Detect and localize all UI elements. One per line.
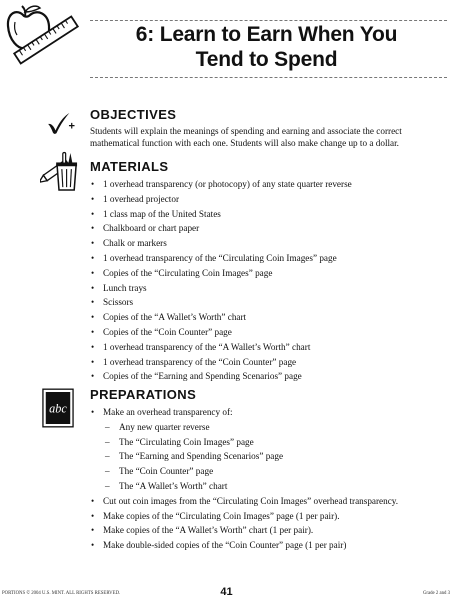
page-title (80, 22, 453, 72)
list-item: • Copies of the “A Wallet’s Worth” chart (91, 312, 247, 323)
title-bottom-rule (90, 77, 447, 78)
preparations-heading: PREPARATIONS (90, 387, 197, 402)
list-item: • Copies of the “Circulating Coin Images” page (91, 267, 273, 278)
list-item: • Copies of the “Earning and Spending Scenarios” page (91, 371, 302, 382)
materials-section (90, 159, 435, 384)
grade-label: Grade 2 and 3 (422, 591, 450, 596)
page-title-line-2: Tend to Spend (195, 48, 338, 71)
svg-text:abc: abc (49, 401, 67, 416)
checkmark-plus-icon (46, 112, 78, 136)
apple-ruler-icon (6, 2, 80, 68)
list-item: • 1 overhead transparency (or photocopy) of any state quarter reverse (91, 179, 352, 189)
list-item: • 1 overhead transparency of the “Circulating Coin Images” page (91, 252, 337, 263)
abc-chalkboard-icon (42, 388, 74, 428)
list-item: • Copies of the “Coin Counter” page (91, 326, 232, 337)
preparations-section (90, 387, 435, 553)
list-item: • 1 overhead transparency of the “Coin Counter” page (91, 356, 297, 367)
copyright-notice: PORTIONS © 2004 U.S. MINT. ALL RIGHTS RESERVED. (2, 591, 121, 596)
objectives-text: Students will explain the meanings of spending and earning and associate the correct mathematical function with each one. Students will also make change up to a dollar. (90, 126, 402, 148)
list-item: • 1 overhead transparency of the “A Wallet’s Worth” chart (91, 341, 311, 352)
page-footer (0, 588, 453, 600)
sub-list-item: – Any new quarter reverse (105, 421, 210, 432)
sub-list-item: – The “A Wallet’s Worth” chart (105, 480, 228, 491)
preparations-list (90, 405, 435, 420)
materials-heading: MATERIALS (90, 159, 169, 174)
sub-list-item: – The “Circulating Coin Images” page (105, 436, 254, 447)
title-top-rule (90, 20, 447, 21)
svg-text:+: + (68, 120, 75, 133)
list-item: • Scissors (91, 297, 134, 308)
materials-list (90, 177, 435, 384)
list-item: • Make an overhead transparency of: (91, 407, 233, 417)
sub-list-item: – The “Coin Counter” page (105, 466, 214, 477)
objectives-heading: OBJECTIVES (90, 107, 177, 122)
page-number: 41 (220, 586, 233, 598)
list-item: • Chalk or markers (91, 238, 167, 249)
transparency-sublist (90, 420, 435, 494)
list-item: • 1 class map of the United States (91, 208, 221, 219)
objectives-section (90, 107, 435, 149)
pencil-cup-icon (40, 150, 78, 192)
page-title-line-1: 6: Learn to Earn When You (135, 23, 398, 46)
list-item: • Lunch trays (91, 282, 147, 293)
list-item: • Make copies of the “A Wallet’s Worth” chart (1 per pair). (91, 525, 314, 536)
sub-list-item: – The “Earning and Spending Scenarios” page (105, 451, 284, 462)
preparations-list-continued (90, 494, 435, 553)
list-item: • 1 overhead projector (91, 193, 180, 204)
list-item: • Make double-sided copies of the “Coin Counter” page (1 per pair) (91, 540, 347, 551)
list-item: • Cut out coin images from the “Circulating Coin Images” overhead transparency. (91, 495, 399, 506)
list-item: • Chalkboard or chart paper (91, 223, 200, 234)
list-item: • Make copies of the “Circulating Coin Images” page (1 per pair). (91, 510, 340, 521)
